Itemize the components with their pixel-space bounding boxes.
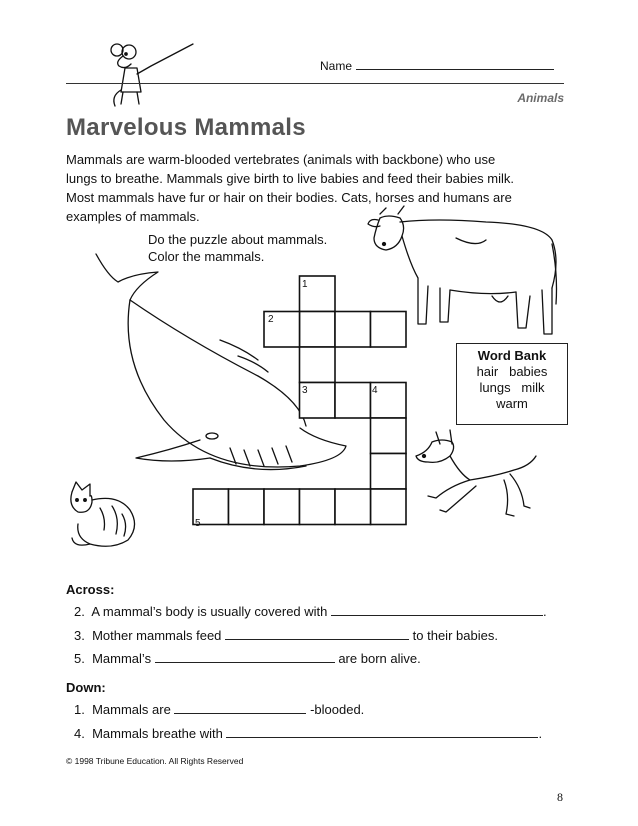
instruction-line: Color the mammals. <box>148 249 265 264</box>
answer-blank[interactable] <box>331 604 543 616</box>
crossword-cell[interactable] <box>371 454 407 490</box>
clue-number: 3. <box>74 628 85 643</box>
clue-number-1: 1 <box>302 279 308 290</box>
crossword-cell[interactable] <box>264 489 300 525</box>
intro-line: Mammals are warm-blooded vertebrates (animals with backbone) who use <box>66 152 496 167</box>
word-bank-title: Word Bank <box>477 348 547 363</box>
page-number: 8 <box>557 790 563 804</box>
word-bank-line: hair babies <box>476 364 548 379</box>
word-bank <box>456 343 568 425</box>
clue-number: 2. <box>74 604 85 619</box>
crossword-cell[interactable] <box>371 489 407 525</box>
word-bank-line: lungs milk <box>479 380 545 395</box>
clue-text-end: . <box>543 604 547 619</box>
crossword-cell[interactable] <box>300 347 336 383</box>
clue-number: 5. <box>74 651 85 666</box>
name-label: Name <box>320 59 353 73</box>
crossword-cell[interactable] <box>300 489 336 525</box>
clue-text: A mammal’s body is usually covered with <box>91 604 328 619</box>
page-title: Marvelous Mammals <box>66 114 306 141</box>
crossword-cell[interactable] <box>371 418 407 454</box>
down-clue-1 <box>74 702 364 717</box>
clue-number-5: 5 <box>195 518 201 529</box>
crossword-cell[interactable] <box>335 489 371 525</box>
intro-line: Most mammals have fur or hair on their bodies. Cats, horses and humans are <box>66 190 512 205</box>
across-clue-2 <box>74 604 547 619</box>
answer-blank[interactable] <box>225 628 409 640</box>
crossword-cell[interactable] <box>335 312 371 348</box>
crossword-cell[interactable] <box>371 312 407 348</box>
crossword-cell[interactable] <box>229 489 265 525</box>
down-clue-4 <box>74 726 542 741</box>
section-label: Animals <box>517 91 564 105</box>
across-clue-3 <box>74 628 498 643</box>
crossword-cell[interactable] <box>335 383 371 419</box>
clue-number-2: 2 <box>268 314 274 325</box>
copyright: © 1998 Tribune Education. All Rights Reserved <box>66 756 244 766</box>
crossword-cell[interactable] <box>300 312 336 348</box>
across-heading: Across: <box>66 582 115 597</box>
clue-text: Mammals breathe with <box>92 726 223 741</box>
clue-text: Mammal’s <box>92 651 152 666</box>
clue-text-end: . <box>538 726 543 741</box>
clue-text: Mammals are <box>92 702 171 717</box>
intro-line: lungs to breathe. Mammals give birth to live babies and feed their babies milk. <box>66 171 515 186</box>
intro-line: examples of mammals. <box>66 209 200 224</box>
down-heading: Down: <box>66 680 106 695</box>
clue-number: 1. <box>74 702 85 717</box>
across-clue-5 <box>74 651 421 666</box>
answer-blank[interactable] <box>155 651 335 663</box>
clue-number: 4. <box>74 726 85 741</box>
clue-text: Mother mammals feed <box>92 628 222 643</box>
answer-blank[interactable] <box>226 726 538 738</box>
clue-text-end: -blooded. <box>310 702 365 717</box>
answer-blank[interactable] <box>174 702 306 714</box>
clue-number-4: 4 <box>372 385 378 396</box>
instruction-line: Do the puzzle about mammals. <box>148 232 328 247</box>
clue-text-end: to their babies. <box>412 628 498 643</box>
clue-text-end: are born alive. <box>338 651 421 666</box>
clue-number-3: 3 <box>302 385 308 396</box>
word-bank-line: warm <box>496 396 528 411</box>
